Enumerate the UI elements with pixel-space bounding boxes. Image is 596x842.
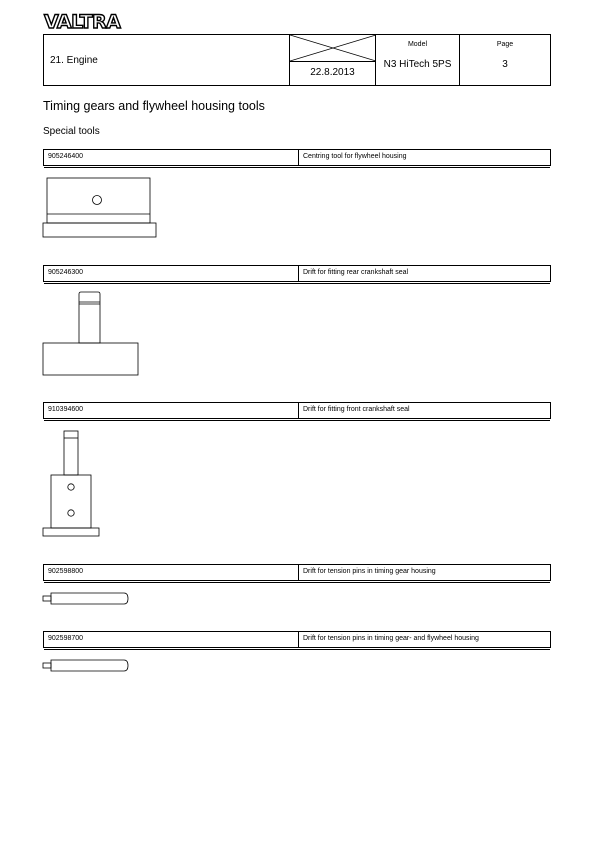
tool-number: 902598700 [44, 632, 299, 647]
tool-row [43, 149, 551, 166]
tool-number: 905246400 [44, 150, 299, 165]
tool-description: Drift for fitting rear crankshaft seal [303, 269, 409, 276]
tension-pin-drift-drawing [42, 592, 130, 606]
section-subtitle: Special tools [43, 126, 100, 137]
model-cell [376, 35, 460, 85]
document-header [43, 34, 551, 86]
svg-text:VALTRA: VALTRA [44, 11, 121, 32]
tool-description: Drift for fitting front crankshaft seal [303, 406, 410, 413]
tool-description: Drift for tension pins in timing gear housing [303, 568, 436, 575]
page-number: 3 [502, 59, 508, 70]
model-value: N3 HiTech 5PS [383, 59, 452, 70]
tool-row [43, 265, 551, 282]
tool-row [43, 631, 551, 648]
valtra-logo [43, 10, 129, 32]
section-cell [44, 35, 290, 85]
centring-tool-drawing [42, 177, 158, 239]
tool-description: Drift for tension pins in timing gear- and flywheel housing [303, 635, 479, 642]
tool-row [43, 564, 551, 581]
page-cell [460, 35, 550, 85]
tension-pin-drift-drawing [42, 659, 130, 673]
tool-description: Centring tool for flywheel housing [303, 153, 407, 160]
crossed-box-icon [290, 35, 376, 61]
divider [290, 61, 375, 62]
document-date: 22.8.2013 [310, 67, 355, 78]
tool-row [43, 402, 551, 419]
date-cell [290, 35, 376, 85]
model-caption: Model [407, 41, 428, 48]
page-title: Timing gears and flywheel housing tools [43, 99, 265, 113]
page-caption: Page [496, 41, 514, 48]
tool-number: 902598800 [44, 565, 299, 580]
front-seal-drift-drawing [42, 430, 102, 538]
tool-number: 910394600 [44, 403, 299, 418]
tool-number: 905246300 [44, 266, 299, 281]
section-title: 21. Engine [50, 55, 98, 66]
rear-seal-drift-drawing [42, 291, 140, 377]
